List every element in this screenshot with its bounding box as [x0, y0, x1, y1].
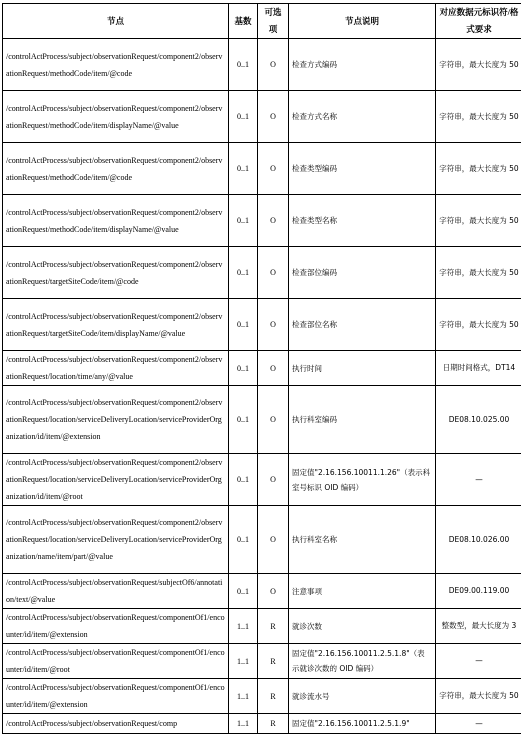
description-cell: 固定值"2.16.156.10011.2.5.1.8"（表示就诊次数的 OID 编码）: [289, 644, 436, 679]
format-cell: 字符串，最大长度为 50: [436, 299, 521, 351]
node-cell: /controlActProcess/subject/observationRequest/component2/observationRequest/methodCode/item/displayName/@value: [3, 195, 229, 247]
table-row: [3, 247, 521, 299]
cardinality-cell: 0..1: [229, 454, 258, 506]
table-row: [3, 574, 521, 609]
description-cell: 执行科室名称: [289, 506, 436, 574]
format-cell: 整数型，最大长度为 3: [436, 609, 521, 644]
format-cell: 字符串，最大长度为 50: [436, 679, 521, 714]
node-cell: /controlActProcess/subject/observationRequest/component2/observationRequest/methodCode/item/@code: [3, 143, 229, 195]
format-cell: —: [436, 714, 521, 734]
description-cell: 检查类型编码: [289, 143, 436, 195]
optional-cell: O: [258, 506, 289, 574]
node-cell: /controlActProcess/subject/observationRequest/component2/observationRequest/location/serviceDeliveryLocation/serviceProviderOrganization/id/item/@root: [3, 454, 229, 506]
description-cell: 就诊流水号: [289, 679, 436, 714]
node-cell: /controlActProcess/subject/observationRequest/componentOf1/encounter/id/item/@extension: [3, 679, 229, 714]
table-row: [3, 39, 521, 91]
header-cardinality: 基数: [229, 4, 258, 39]
cardinality-cell: 0..1: [229, 247, 258, 299]
format-cell: 字符串，最大长度为 50: [436, 143, 521, 195]
table-header-row: [3, 4, 521, 39]
table-row: [3, 143, 521, 195]
table-row: [3, 195, 521, 247]
format-cell: 字符串，最大长度为 50: [436, 247, 521, 299]
cardinality-cell: 1..1: [229, 644, 258, 679]
format-cell: —: [436, 644, 521, 679]
cardinality-cell: 1..1: [229, 679, 258, 714]
description-cell: 检查类型名称: [289, 195, 436, 247]
cardinality-cell: 0..1: [229, 39, 258, 91]
optional-cell: O: [258, 351, 289, 386]
node-cell: /controlActProcess/subject/observationRequest/component2/observationRequest/targetSiteCode/item/displayName/@value: [3, 299, 229, 351]
optional-cell: O: [258, 574, 289, 609]
description-cell: 执行时间: [289, 351, 436, 386]
optional-cell: R: [258, 609, 289, 644]
cardinality-cell: 0..1: [229, 91, 258, 143]
node-cell: /controlActProcess/subject/observationRequest/component2/observationRequest/location/time/any/@value: [3, 351, 229, 386]
description-cell: 固定值"2.16.156.10011.1.26"（表示科室号标识 OID 编码）: [289, 454, 436, 506]
optional-cell: O: [258, 454, 289, 506]
cardinality-cell: 1..1: [229, 714, 258, 734]
table-row: [3, 454, 521, 506]
cardinality-cell: 0..1: [229, 574, 258, 609]
node-cell: /controlActProcess/subject/observationRequest/component2/observationRequest/targetSiteCode/item/@code: [3, 247, 229, 299]
table-row: [3, 91, 521, 143]
table-row: [3, 506, 521, 574]
description-cell: 执行科室编码: [289, 386, 436, 454]
optional-cell: O: [258, 143, 289, 195]
header-node: 节点: [3, 4, 229, 39]
table-row: [3, 679, 521, 714]
node-cell: /controlActProcess/subject/observationRequest/component2/observationRequest/methodCode/item/@code: [3, 39, 229, 91]
header-format: 对应数据元标识符/格式要求: [436, 4, 521, 39]
table-row: [3, 351, 521, 386]
description-cell: 注意事项: [289, 574, 436, 609]
table-row: [3, 609, 521, 644]
node-cell: /controlActProcess/subject/observationRequest/componentOf1/encounter/id/item/@root: [3, 644, 229, 679]
format-cell: DE08.10.025.00: [436, 386, 521, 454]
node-cell: /controlActProcess/subject/observationRequest/subjectOf6/annotation/text/@value: [3, 574, 229, 609]
format-cell: 日期时间格式，DT14: [436, 351, 521, 386]
description-cell: 固定值"2.16.156.10011.2.5.1.9": [289, 714, 436, 734]
table-row: [3, 386, 521, 454]
optional-cell: O: [258, 386, 289, 454]
cardinality-cell: 0..1: [229, 299, 258, 351]
table-row: [3, 299, 521, 351]
node-cell: /controlActProcess/subject/observationRequest/component2/observationRequest/location/serviceDeliveryLocation/serviceProviderOrganization/name/item/part/@value: [3, 506, 229, 574]
node-cell: /controlActProcess/subject/observationRequest/componentOf1/encounter/id/item/@extension: [3, 609, 229, 644]
table-row: [3, 644, 521, 679]
cardinality-cell: 0..1: [229, 143, 258, 195]
format-cell: 字符串，最大长度为 50: [436, 91, 521, 143]
cardinality-cell: 0..1: [229, 506, 258, 574]
node-cell: /controlActProcess/subject/observationRequest/component2/observationRequest/methodCode/item/displayName/@value: [3, 91, 229, 143]
format-cell: 字符串，最大长度为 50: [436, 39, 521, 91]
cardinality-cell: 1..1: [229, 609, 258, 644]
header-optional: 可选项: [258, 4, 289, 39]
description-cell: 就诊次数: [289, 609, 436, 644]
optional-cell: O: [258, 39, 289, 91]
description-cell: 检查方式编码: [289, 39, 436, 91]
cardinality-cell: 0..1: [229, 386, 258, 454]
optional-cell: O: [258, 299, 289, 351]
optional-cell: R: [258, 644, 289, 679]
description-cell: 检查部位名称: [289, 299, 436, 351]
node-cell: /controlActProcess/subject/observationRequest/comp: [3, 714, 229, 734]
optional-cell: R: [258, 679, 289, 714]
optional-cell: R: [258, 714, 289, 734]
format-cell: DE08.10.026.00: [436, 506, 521, 574]
optional-cell: O: [258, 195, 289, 247]
header-description: 节点说明: [289, 4, 436, 39]
description-cell: 检查方式名称: [289, 91, 436, 143]
description-cell: 检查部位编码: [289, 247, 436, 299]
optional-cell: O: [258, 247, 289, 299]
cardinality-cell: 0..1: [229, 195, 258, 247]
spec-table: [2, 3, 521, 734]
node-cell: /controlActProcess/subject/observationRequest/component2/observationRequest/location/serviceDeliveryLocation/serviceProviderOrganization/id/item/@extension: [3, 386, 229, 454]
cardinality-cell: 0..1: [229, 351, 258, 386]
format-cell: —: [436, 454, 521, 506]
optional-cell: O: [258, 91, 289, 143]
format-cell: DE09.00.119.00: [436, 574, 521, 609]
format-cell: 字符串，最大长度为 50: [436, 195, 521, 247]
